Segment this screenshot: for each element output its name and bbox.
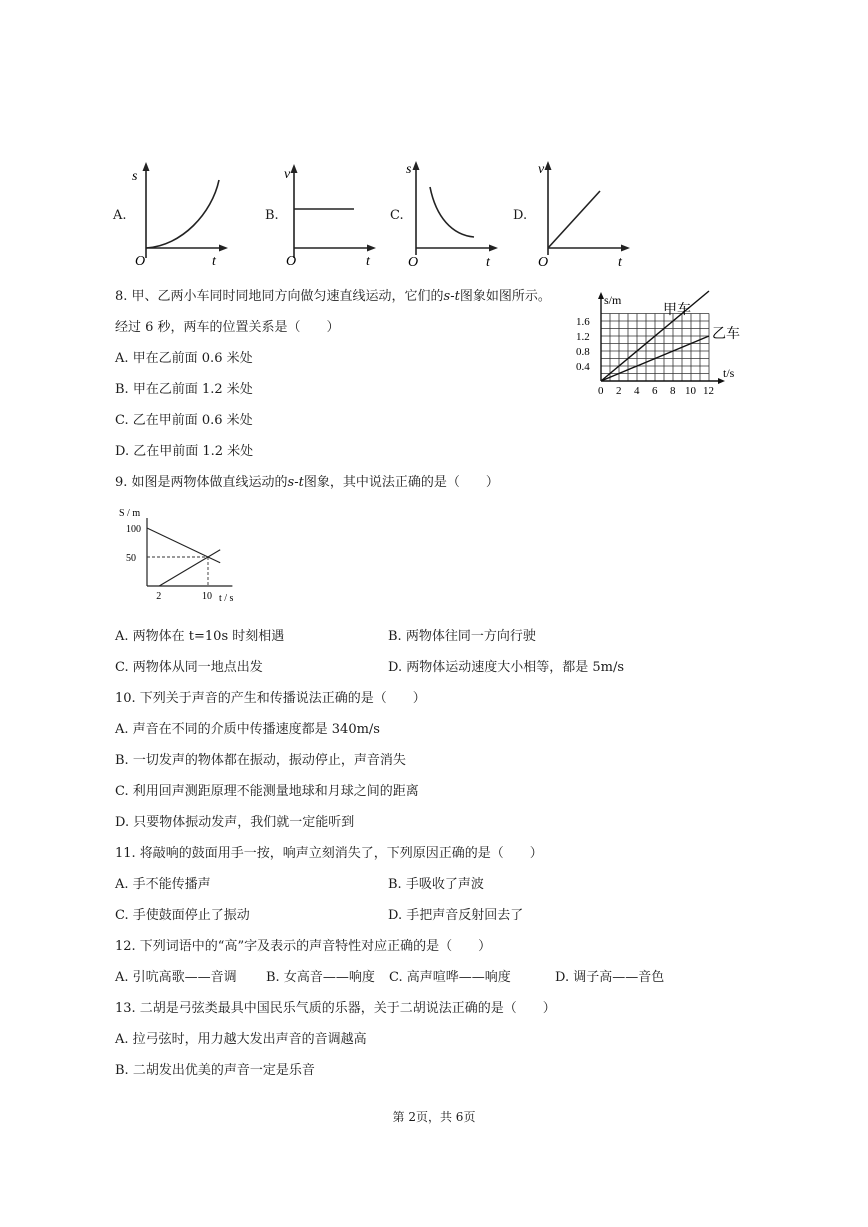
q11-option-c: C. 手使鼓面停止了振动 [115,908,250,923]
q7-graph-c [402,155,502,270]
q7-graph-c-origin: O [408,255,419,270]
q9-question-part1: 9. 如图是两物体做直线运动的 [115,475,288,490]
q8-chart-legend-jia: 甲车 [663,303,691,318]
q7-option-d-label: D. [513,208,528,223]
q9-series-line-1 [147,528,220,563]
q7-graph-a [132,158,232,268]
q10-option-d: D. 只要物体振动发声，我们就一定能听到 [115,815,355,830]
q9-option-d: D. 两物体运动速度大小相等，都是 5m/s [388,660,625,675]
q8-chart-grid [601,314,709,382]
q9-option-a: A. 两物体在 t=10s 时刻相遇 [115,629,285,644]
q8-x-tick-label: 8 [670,385,676,397]
q8-y-tick-label: 0.4 [576,361,590,373]
page-footer: 第 2页，共 6页 [392,1110,476,1124]
q8-question-part2: 图象如图所示。 [459,289,551,304]
q8-y-tick-label: 0.8 [576,346,590,358]
q7-graph-b-origin: O [286,254,297,268]
q7-option-c-label: C. [390,208,404,223]
q8-option-c: C. 乙在甲前面 0.6 米处 [115,413,253,428]
q9-series-line-2 [159,550,220,586]
q8-option-b: B. 甲在乙前面 1.2 米处 [115,382,253,397]
q8-chart-y-axis-label: s/m [604,293,622,307]
q7-option-a-label: A. [113,208,127,223]
q8-y-tick-label: 1.6 [576,316,590,328]
q8-y-tick-label: 1.2 [576,331,590,343]
q9-question-st: s-t [287,475,304,490]
q12-question: 12. 下列词语中的“高”字及表示的声音特性对应正确的是（ ） [115,939,492,954]
q7-graph-a-x-label: t [212,254,216,268]
q8-chart-x-axis-label: t/s [723,366,735,380]
q8-x-tick-label: 0 [598,385,604,397]
q7-graph-c-x-label: t [486,255,490,270]
q9-st-chart [112,502,247,607]
q7-graph-a-origin: O [135,254,146,268]
q9-x-tick-label: 10 [202,591,212,602]
q13-option-b: B. 二胡发出优美的声音一定是乐音 [115,1063,315,1078]
q11-option-d: D. 手把声音反射回去了 [388,908,524,923]
q7-graph-d-line [548,191,600,248]
q7-option-b-label: B. [265,208,279,223]
q8-question-part1: 8. 甲、乙两小车同时同地同方向做匀速直线运动，它们的 [115,289,444,304]
q9-option-b: B. 两物体往同一方向行驶 [388,629,536,644]
q12-option-d: D. 调子高——音色 [555,970,665,985]
q10-question: 10. 下列关于声音的产生和传播说法正确的是（ ） [115,691,426,706]
q9-chart-ticks [126,524,212,602]
q9-y-tick-label: 50 [126,553,136,564]
q9-chart-y-axis-label: S / m [119,508,141,519]
q7-graph-a-y-label: s [132,169,138,184]
q8-option-a: A. 甲在乙前面 0.6 米处 [115,351,253,366]
q9-y-tick-label: 100 [126,524,141,535]
q13-question: 13. 二胡是弓弦类最具中国民乐气质的乐器，关于二胡说法正确的是（ ） [115,1001,556,1016]
q8-chart-legend-yi: 乙车 [712,327,740,342]
q7-graph-c-y-label: s [406,162,412,177]
q8-question-st: s-t [443,289,460,304]
q7-graph-d-x-label: t [618,255,622,270]
q9-option-c: C. 两物体从同一地点出发 [115,660,263,675]
q8-x-tick-label: 10 [685,385,696,397]
q8-x-tick-label: 4 [634,385,640,397]
q10-option-b: B. 一切发声的物体都在振动，振动停止，声音消失 [115,753,406,768]
q9-question [115,471,499,490]
q7-graph-d-y-label: v [538,162,545,177]
q8-question-line2: 经过 6 秒，两车的位置关系是（ ） [115,320,340,335]
q12-option-b: B. 女高音——响度 [266,970,375,985]
q9-chart-x-axis-label: t / s [219,593,234,604]
q7-graph-c-curve [430,187,474,237]
q9-chart-axes [147,518,232,586]
q11-option-a: A. 手不能传播声 [115,877,211,892]
q13-option-a: A. 拉弓弦时，用力越大发出声音的音调越高 [115,1032,367,1047]
q8-question [115,285,551,304]
q7-graph-b-y-label: v [284,167,291,182]
q11-option-b: B. 手吸收了声波 [388,877,484,892]
q7-graph-b-x-label: t [366,254,370,268]
q10-option-a: A. 声音在不同的介质中传播速度都是 340m/s [115,722,380,737]
q8-x-tick-label: 12 [703,385,714,397]
q11-question: 11. 将敲响的鼓面用手一按，响声立刻消失了，下列原因正确的是（ ） [115,846,543,861]
q8-option-d: D. 乙在甲前面 1.2 米处 [115,444,254,459]
q8-x-tick-label: 2 [616,385,622,397]
q8-st-chart [570,288,755,400]
q10-option-c: C. 利用回声测距原理不能测量地球和月球之间的距离 [115,784,419,799]
q9-chart-guides [147,557,208,586]
q7-graph-d-origin: O [538,255,549,270]
q8-x-tick-label: 6 [652,385,658,397]
q12-option-a: A. 引吭高歌——音调 [115,970,237,985]
q7-graph-d [534,155,634,270]
q12-option-c: C. 高声喧哗——响度 [389,970,511,985]
q9-x-tick-label: 2 [156,591,162,602]
q7-graph-a-curve [146,180,219,248]
q7-graph-b [280,158,380,268]
q9-question-part2: 图象，其中说法正确的是（ ） [303,475,499,490]
